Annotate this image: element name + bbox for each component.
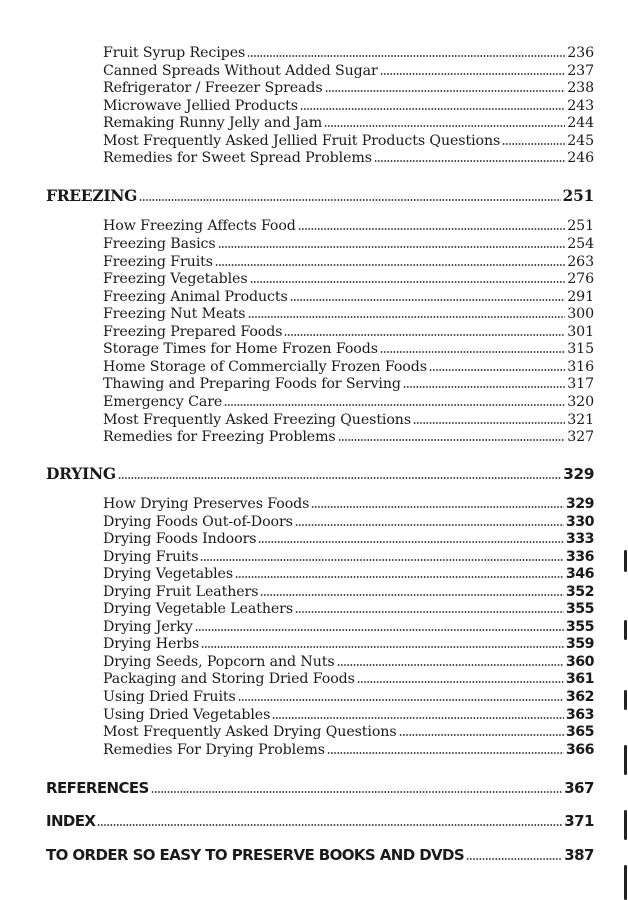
dot-leader bbox=[300, 107, 565, 111]
toc-entry[interactable] bbox=[103, 411, 594, 429]
toc-entry-title: Freezing Animal Products bbox=[103, 289, 288, 305]
toc-entry-page: 315 bbox=[567, 341, 594, 357]
dot-leader bbox=[218, 245, 566, 249]
toc-section-drying[interactable] bbox=[46, 464, 594, 484]
toc-entry[interactable] bbox=[103, 288, 594, 306]
toc-entry-page: 359 bbox=[565, 636, 594, 652]
toc-section-references[interactable] bbox=[46, 778, 594, 798]
dot-leader bbox=[247, 54, 565, 58]
toc-entry-page: 362 bbox=[565, 689, 594, 705]
dot-leader bbox=[327, 751, 564, 755]
dot-leader bbox=[502, 142, 565, 146]
toc-entry-title: Remaking Runny Jelly and Jam bbox=[103, 115, 323, 131]
dot-leader bbox=[357, 680, 564, 684]
toc-entry-page: 355 bbox=[565, 619, 594, 635]
toc-entry-title: Freezing Prepared Foods bbox=[103, 324, 283, 340]
dot-leader bbox=[224, 403, 565, 407]
toc-entry-page: 361 bbox=[565, 671, 594, 687]
toc-entry-page: 352 bbox=[565, 584, 594, 600]
toc-entry[interactable] bbox=[103, 600, 594, 618]
toc-entry-title: Drying Vegetable Leathers bbox=[103, 601, 294, 617]
toc-entry-page: 333 bbox=[565, 531, 594, 547]
toc-entry-page: 346 bbox=[565, 566, 594, 582]
dot-leader bbox=[139, 198, 560, 202]
toc-entry-page: 300 bbox=[567, 306, 594, 322]
dot-leader bbox=[295, 523, 564, 527]
toc-entry-title: Using Dried Vegetables bbox=[103, 707, 271, 723]
dot-leader bbox=[311, 505, 564, 509]
toc-entry[interactable] bbox=[103, 393, 594, 411]
toc-entry[interactable] bbox=[103, 375, 594, 393]
dot-leader bbox=[260, 593, 563, 597]
toc-entry-title: Remedies For Drying Problems bbox=[103, 742, 325, 758]
toc-entry-title: Drying Fruits bbox=[103, 549, 199, 565]
toc-entry[interactable] bbox=[103, 565, 594, 583]
toc-entry-title: Thawing and Preparing Foods for Serving bbox=[103, 376, 401, 392]
dot-leader bbox=[380, 72, 566, 76]
toc-entry-page: 236 bbox=[567, 45, 594, 61]
toc-entry[interactable] bbox=[103, 44, 594, 62]
dot-leader bbox=[374, 159, 565, 163]
toc-entry-title: How Drying Preserves Foods bbox=[103, 496, 310, 512]
toc-entry-title: Remedies for Sweet Spread Problems bbox=[103, 150, 372, 166]
toc-entry[interactable] bbox=[103, 513, 594, 531]
dot-leader bbox=[284, 333, 565, 337]
dot-leader bbox=[325, 89, 566, 93]
toc-entry[interactable] bbox=[103, 428, 594, 446]
toc-entry[interactable] bbox=[103, 583, 594, 601]
toc-entry[interactable] bbox=[103, 741, 594, 759]
toc-entry[interactable] bbox=[103, 270, 594, 288]
toc-entry-page: 245 bbox=[567, 133, 594, 149]
toc-entry-title: Drying Foods Indoors bbox=[103, 531, 257, 547]
toc-entry-page: 243 bbox=[567, 98, 594, 114]
toc-entry-page: 291 bbox=[567, 289, 594, 305]
toc-entry-title: Refrigerator / Freezer Spreads bbox=[103, 80, 323, 96]
toc-entry[interactable] bbox=[103, 132, 594, 150]
toc-entry-title: Most Frequently Asked Jellied Fruit Products Questions bbox=[103, 133, 501, 149]
toc-entry[interactable] bbox=[103, 114, 594, 132]
dot-leader bbox=[324, 124, 565, 128]
dot-leader bbox=[290, 298, 566, 302]
section-page: 251 bbox=[562, 186, 594, 205]
section-title: REFERENCES bbox=[46, 779, 149, 797]
toc-entry-page: 251 bbox=[567, 218, 594, 234]
dot-leader bbox=[403, 385, 565, 389]
toc-entry-title: Drying Jerky bbox=[103, 619, 193, 635]
toc-entry[interactable] bbox=[103, 618, 594, 636]
toc-entry-title: Storage Times for Home Frozen Foods bbox=[103, 341, 378, 357]
section-page: 367 bbox=[564, 779, 594, 797]
dot-leader bbox=[413, 421, 565, 425]
toc-entry-page: 246 bbox=[567, 150, 594, 166]
toc-entry-title: Fruit Syrup Recipes bbox=[103, 45, 246, 61]
dot-leader bbox=[238, 698, 564, 702]
toc-entry[interactable] bbox=[103, 653, 594, 671]
toc-entry-title: How Freezing Affects Food bbox=[103, 218, 296, 234]
dot-leader bbox=[250, 280, 566, 284]
toc-entry[interactable] bbox=[103, 253, 594, 271]
section-title: INDEX bbox=[46, 812, 96, 830]
toc-entry-title: Home Storage of Commercially Frozen Foods bbox=[103, 359, 427, 375]
dot-leader bbox=[298, 227, 565, 231]
dot-leader bbox=[380, 350, 565, 354]
dot-leader bbox=[429, 368, 565, 372]
toc-entry-page: 329 bbox=[565, 496, 594, 512]
toc-entry-page: 366 bbox=[565, 742, 594, 758]
toc-entry-page: 360 bbox=[565, 654, 594, 670]
toc-section-order[interactable] bbox=[46, 845, 594, 865]
toc-entry-page: 355 bbox=[565, 601, 594, 617]
dot-leader bbox=[399, 733, 564, 737]
toc-entry[interactable] bbox=[103, 97, 594, 115]
toc-entry-page: 363 bbox=[565, 707, 594, 723]
toc-entry-title: Remedies for Freezing Problems bbox=[103, 429, 336, 445]
toc-entry[interactable] bbox=[103, 706, 594, 724]
toc-entry[interactable] bbox=[103, 235, 594, 253]
toc-entry[interactable] bbox=[103, 62, 594, 80]
toc-entry-title: Freezing Vegetables bbox=[103, 271, 248, 287]
section-title: DRYING bbox=[46, 464, 116, 483]
toc-entry[interactable] bbox=[103, 340, 594, 358]
toc-entry[interactable] bbox=[103, 358, 594, 376]
page-edge-marks bbox=[622, 520, 628, 900]
dot-leader bbox=[248, 315, 566, 319]
toc-entry-page: 317 bbox=[567, 376, 594, 392]
toc-entry-title: Packaging and Storing Dried Foods bbox=[103, 671, 355, 687]
toc-entry[interactable] bbox=[103, 323, 594, 341]
toc-entry-title: Most Frequently Asked Drying Questions bbox=[103, 724, 397, 740]
toc-entry-title: Freezing Basics bbox=[103, 236, 216, 252]
toc-entry-page: 327 bbox=[567, 429, 594, 445]
dot-leader bbox=[151, 790, 562, 794]
toc-entry-title: Freezing Fruits bbox=[103, 254, 213, 270]
dot-leader bbox=[235, 575, 564, 579]
toc-entry-page: 276 bbox=[567, 271, 594, 287]
section-page: 329 bbox=[563, 465, 594, 483]
toc-entry-page: 254 bbox=[567, 236, 594, 252]
dot-leader bbox=[118, 476, 561, 480]
toc-entry[interactable] bbox=[103, 530, 594, 548]
toc-entry[interactable] bbox=[103, 670, 594, 688]
dot-leader bbox=[215, 263, 565, 267]
toc-entry-title: Emergency Care bbox=[103, 394, 223, 410]
dot-leader bbox=[97, 823, 562, 827]
toc-entry-title: Canned Spreads Without Added Sugar bbox=[103, 63, 378, 79]
section-title: TO ORDER SO EASY TO PRESERVE BOOKS AND DVDS bbox=[46, 846, 465, 864]
toc-entry-page: 237 bbox=[567, 63, 594, 79]
toc-entry[interactable] bbox=[103, 495, 594, 513]
toc-entry[interactable] bbox=[103, 635, 594, 653]
toc-section-index[interactable] bbox=[46, 811, 594, 831]
toc-entry[interactable] bbox=[103, 688, 594, 706]
dot-leader bbox=[338, 438, 566, 442]
dot-leader bbox=[272, 716, 564, 720]
dot-leader bbox=[195, 628, 564, 632]
toc-entry-page: 321 bbox=[567, 412, 594, 428]
toc-entry-page: 320 bbox=[567, 394, 594, 410]
toc-entry-title: Drying Herbs bbox=[103, 636, 200, 652]
toc-entry-title: Microwave Jellied Products bbox=[103, 98, 298, 114]
toc-entry-page: 336 bbox=[565, 549, 594, 565]
dot-leader bbox=[258, 540, 563, 544]
toc-entry[interactable] bbox=[103, 305, 594, 323]
dot-leader bbox=[337, 663, 564, 667]
dot-leader bbox=[295, 610, 564, 614]
toc-entry-title: Drying Vegetables bbox=[103, 566, 234, 582]
toc-entry-title: Using Dried Fruits bbox=[103, 689, 236, 705]
toc-entry-title: Freezing Nut Meats bbox=[103, 306, 246, 322]
toc-entry[interactable] bbox=[103, 548, 594, 566]
toc-entry-title: Drying Fruit Leathers bbox=[103, 584, 259, 600]
toc-entry-title: Drying Foods Out-of-Doors bbox=[103, 514, 293, 530]
toc-entry-page: 238 bbox=[567, 80, 594, 96]
toc-entry[interactable] bbox=[103, 79, 594, 97]
dot-leader bbox=[466, 857, 562, 861]
section-page: 387 bbox=[564, 846, 594, 864]
toc-section-freezing[interactable] bbox=[46, 186, 594, 206]
toc-entry-page: 330 bbox=[565, 514, 594, 530]
dot-leader bbox=[200, 558, 563, 562]
toc-entry[interactable] bbox=[103, 149, 594, 167]
toc-entry-page: 301 bbox=[567, 324, 594, 340]
toc-entry[interactable] bbox=[103, 217, 594, 235]
toc-entry[interactable] bbox=[103, 723, 594, 741]
section-title: FREEZING bbox=[46, 186, 138, 205]
toc-entry-title: Most Frequently Asked Freezing Questions bbox=[103, 412, 412, 428]
toc-entry-page: 263 bbox=[567, 254, 594, 270]
toc-entry-page: 365 bbox=[565, 724, 594, 740]
toc-entry-page: 244 bbox=[567, 115, 594, 131]
toc-entry-title: Drying Seeds, Popcorn and Nuts bbox=[103, 654, 335, 670]
section-page: 371 bbox=[564, 812, 594, 830]
dot-leader bbox=[201, 645, 564, 649]
toc-entry-page: 316 bbox=[567, 359, 594, 375]
